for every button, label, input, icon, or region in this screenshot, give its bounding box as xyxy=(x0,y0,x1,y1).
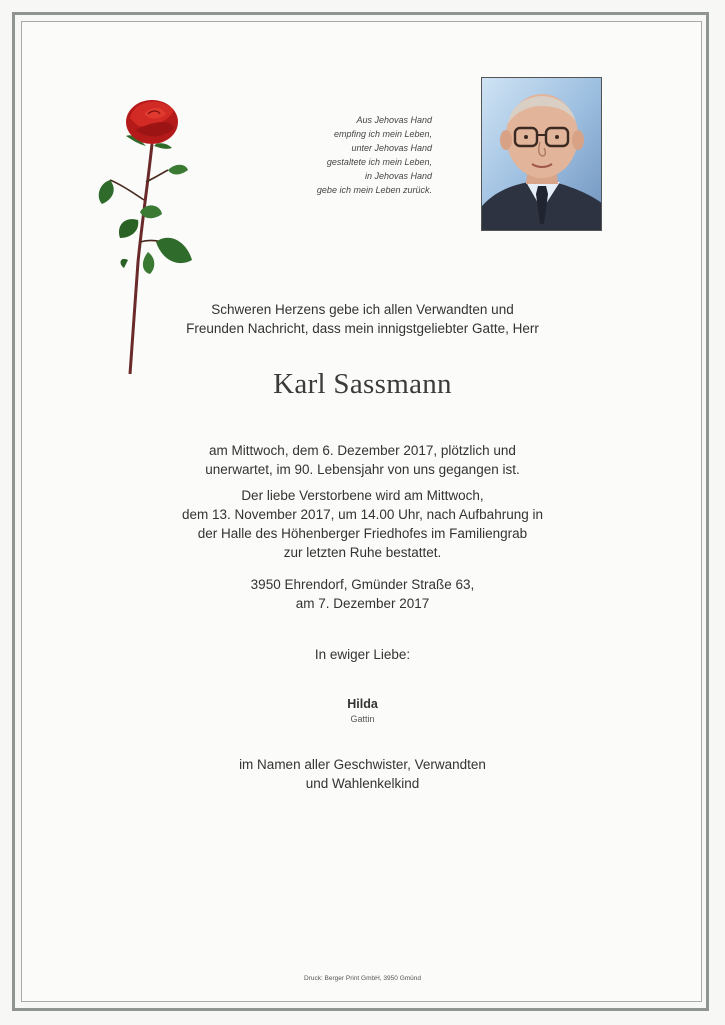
motto-line: gebe ich mein Leben zurück. xyxy=(316,185,432,195)
place-date xyxy=(120,575,605,613)
death-notice-line: unerwartet, im 90. Lebensjahr von uns gegangen ist. xyxy=(205,462,520,477)
signer-name: Hilda xyxy=(347,697,378,711)
motto-verse xyxy=(280,113,432,197)
closing-line: im Namen aller Geschwister, Verwandten xyxy=(239,757,486,772)
funeral-line: Der liebe Verstorbene wird am Mittwoch, xyxy=(241,488,484,503)
farewell-line: In ewiger Liebe: xyxy=(314,647,411,662)
death-notice xyxy=(120,441,605,479)
place-date-line: 3950 Ehrendorf, Gmünder Straße 63, xyxy=(250,577,475,592)
motto-line: in Jehovas Hand xyxy=(364,171,432,181)
motto-line: empfing ich mein Leben, xyxy=(333,129,432,139)
motto-line: gestaltete ich mein Leben, xyxy=(326,157,432,167)
intro-line: Schweren Herzens gebe ich allen Verwandten und xyxy=(211,302,514,317)
portrait-photo xyxy=(481,77,602,231)
funeral-details xyxy=(120,486,605,562)
printer-note: Druck: Berger Print GmbH, 3950 Gmünd xyxy=(303,975,422,982)
death-notice-line: am Mittwoch, dem 6. Dezember 2017, plötzlich und xyxy=(209,443,516,458)
rose-icon xyxy=(90,92,200,382)
funeral-line: dem 13. November 2017, um 14.00 Uhr, nach Aufbahrung in xyxy=(182,507,543,522)
farewell-text xyxy=(120,645,605,664)
portrait-icon xyxy=(482,78,602,231)
deceased-name: Karl Sassmann xyxy=(273,368,452,400)
funeral-line: zur letzten Ruhe bestattet. xyxy=(283,545,442,560)
intro-text xyxy=(120,300,605,338)
signer-block xyxy=(120,696,605,726)
motto-line: unter Jehovas Hand xyxy=(351,143,432,153)
closing-line: und Wahlenkelkind xyxy=(305,776,420,791)
signer-role: Gattin xyxy=(350,714,375,724)
motto-line: Aus Jehovas Hand xyxy=(356,115,432,125)
place-date-line: am 7. Dezember 2017 xyxy=(295,596,430,611)
intro-line: Freunden Nachricht, dass mein innigstgeliebter Gatte, Herr xyxy=(186,321,539,336)
funeral-line: der Halle des Höhenberger Friedhofes im Familiengrab xyxy=(197,526,528,541)
closing-text xyxy=(120,755,605,793)
